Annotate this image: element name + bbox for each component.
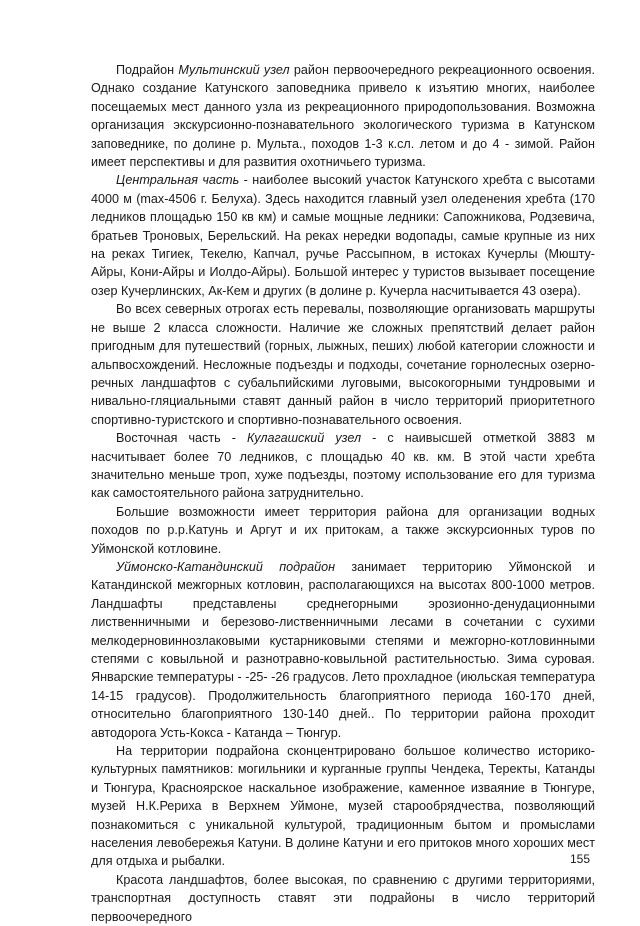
paragraph-text: Во всех северных отрогах есть перевалы, позволяющие организовать маршруты не выше 2 класса сложности. Наличие же сложных препятствий делает район пригодным для путешествий (горных, лыжных, пеших) любой категории сложности и альпвосхождений. Несложные подъезды и подходы, сочетание горнолесных озерно-речных ландшафтов с субальпийскими луговыми, высокогорными тундровыми и нивально-гляциальными ставят данный район в число территорий приоритетного спортивно-туристского и спортивно-познавательного освоения.: [91, 302, 595, 427]
paragraph-multinsky: [91, 61, 595, 171]
paragraph-italic-term: Мультинский узел: [178, 63, 290, 77]
paragraph-italic-term: Уймонско-Катандинский подрайон: [116, 559, 336, 574]
paragraph-central: [91, 171, 595, 300]
paragraph-text: Красота ландшафтов, более высокая, по сравнению с другими территориями, транспортная доступность ставят эти подрайоны в число территорий первоочередного: [91, 872, 595, 924]
paragraph-lead: Восточная часть -: [116, 431, 247, 446]
page-number: 155: [569, 852, 590, 866]
paragraph-monuments: [91, 742, 595, 871]
paragraph-text: - наиболее высокий участок Катунского хребта с высотами 4000 м (max-4506 г. Белуха). Здесь находится главный узел оледенения хребта (170 ледников площадью 150 кв км) и самые мощные ледники: Сапожникова, Родзевича, братьев Троновых, Берельский. На реках нередки водопады, самые крупные из них на реках Тигиек, Текелю, Капчал, ручье Рассыпном, в истоках Кучерлы (Мюшту-Айры, Кони-Айры и Иолдо-Айры). Большой интерес у туристов вызывает посещение озер Кучерлинских, Ак-Кем и других (в долине р. Кучерла насчитывается 43 озера).: [91, 173, 595, 298]
paragraph-water: [91, 503, 595, 558]
paragraph-text: район первоочередного рекреационного освоения. Однако создание Катунского заповедника привело к изъятию многих, наиболее посещаемых мест данного узла из рекреационного природопользования. Возможна организация экскурсионно-познавательного экологического туризма в Катунском заповеднике, по долине р. Мульта., походов 1-3 к.сл. летом и до 4 - зимой. Район имеет перспективы и для развития охотничьего туризма.: [91, 63, 595, 170]
paragraph-passes: [91, 300, 595, 429]
page-body: [91, 61, 595, 926]
paragraph-italic-term: Кулагашский узел: [246, 431, 362, 446]
paragraph-lead: Подрайон: [116, 63, 179, 77]
paragraph-text: занимает территорию Уймонской и Катандинской межгорных котловин, располагающихся на высотах 800-1000 метров. Ландшафты представлены среднегорными эрозионно-денудационными лиственничными и березово-лиственничными лесами в сочетании с сухими мелкодерновиннозлаковыми кустарниковыми степями и межгорно-котловинными степями с ковыльной и разнотравно-ковыльной растительностью. Зима суровая. Январские температуры - -25- -26 градусов. Лето прохладное (июльская температура 14-15 градусов). Продолжительность благоприятного периода 160-170 дней, относительно благоприятного 130-140 дней.. По территории района проходит автодорога Усть-Кокса - Катанда – Тюнгур.: [91, 559, 595, 740]
paragraph-text: На территории подрайона сконцентрировано большое количество историко-культурных памятников: могильники и курганные группы Чендека, Теректы, Катанды и Тюнгура, Красноярское наскальное изображение, каменное изваяние в Тюнгуре, музей Н.К.Рериха в Верхнем Уймоне, музей старообрядчества, позволяющий познакомиться с уникальной культурой, традиционным бытом и промыслами населения левобережья Катуни. В долине Катуни и его притоков много хороших мест для отдыха и рыбалки.: [91, 744, 595, 869]
paragraph-beauty: [91, 871, 595, 926]
paragraph-uymon: [91, 558, 595, 742]
paragraph-text: Большие возможности имеет территория района для организации водных походов по р.р.Катунь и Аргут и их притокам, а также экскурсионных туров по Уймонской котловине.: [91, 504, 595, 556]
paragraph-eastern: [91, 429, 595, 503]
paragraph-text: - с наивысшей отметкой 3883 м насчитывает более 70 ледников, с площадью 40 кв. км. В этой части хребта значительно меньше троп, хуже подъезды, поэтому использование его для туризма как самостоятельного района затруднительно.: [91, 431, 596, 501]
paragraph-italic-term: Центральная часть: [116, 173, 240, 188]
